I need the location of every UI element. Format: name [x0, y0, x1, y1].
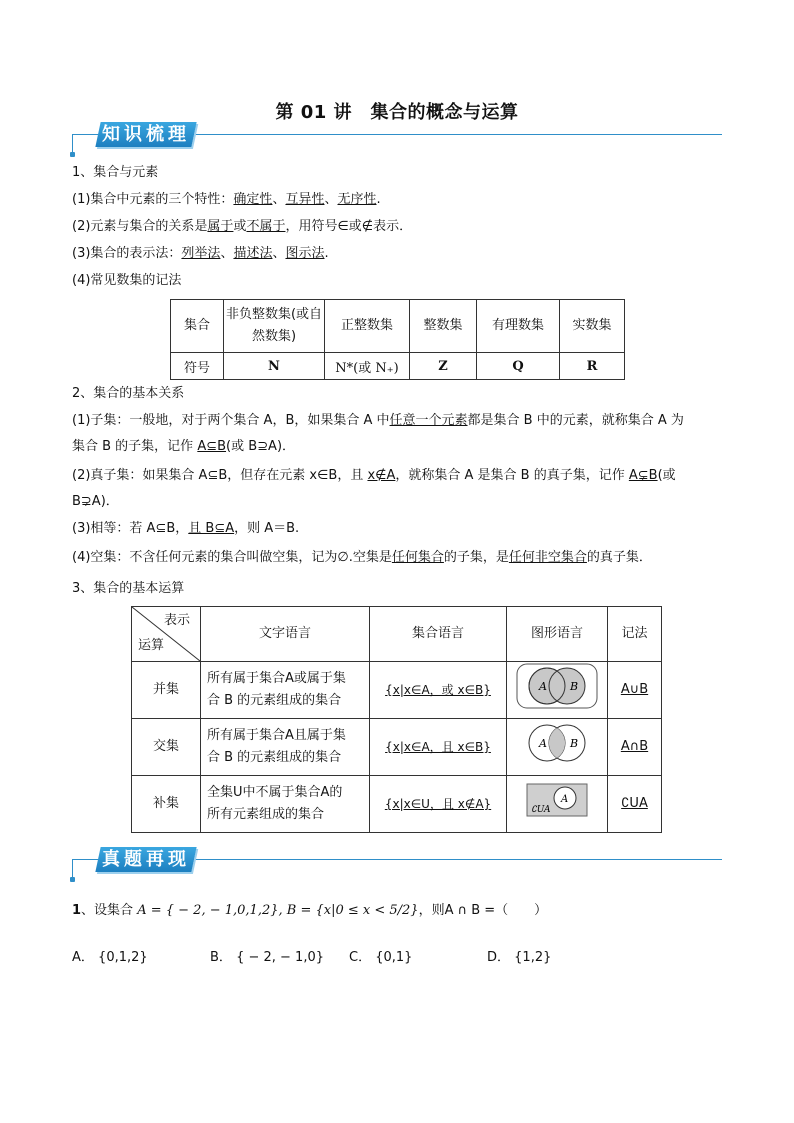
table-header: 图形语言 [507, 607, 608, 662]
banner-label: 知识梳理 [102, 124, 190, 145]
table-cell: 有理数集 [477, 300, 560, 353]
table-cell: 正整数集 [325, 300, 410, 353]
table-header: 文字语言 [201, 607, 370, 662]
svg-text:A: A [539, 737, 547, 750]
table-header: 集合语言 [370, 607, 507, 662]
question-1: 1、设集合 A = { − 2, − 1,0,1,2}, B = {x|0 ≤ x < 5/2}，则A ∩ B =（ ） [72, 903, 548, 918]
option-a[interactable]: A． {0,1,2} [72, 950, 148, 965]
table-cell: Q [477, 353, 560, 380]
option-c[interactable]: C． {0,1} [349, 950, 413, 965]
table-cell: N [224, 353, 325, 380]
paragraph: (3)相等：若 A⊆B，且 B⊆A，则 A＝B. [72, 521, 300, 536]
paragraph: (1)子集：一般地，对于两个集合 A，B，如果集合 A 中任意一个元素都是集合 B 中的元素，就称集合 A 为 [72, 413, 684, 428]
intersection-venn-diagram [507, 719, 608, 776]
set-operations-table [131, 606, 662, 833]
table-cell: 非负整数集(或自然数集) [224, 300, 325, 353]
table-cell: 集合 [171, 300, 224, 353]
paragraph: (2)元素与集合的关系是属于或不属于，用符号∈或∉表示． [72, 219, 413, 234]
svg-text:A: A [539, 680, 547, 693]
table-row: 补集 全集U中不属于集合A的 所有元素组成的集合 {x|x∈U，且 x∉A} A ∁UA ∁UA [132, 776, 662, 833]
option-b[interactable]: B． { − 2, − 1,0} [210, 950, 324, 965]
paragraph: (4)常见数集的记法 [72, 273, 182, 288]
banner-label: 真题再现 [102, 849, 190, 870]
table-cell: 符号 [171, 353, 224, 380]
table-row: 交集 所有属于集合A且属于集 合 B 的元素组成的集合 {x|x∈A，且 x∈B} A B A∩B [132, 719, 662, 776]
table-cell: N*(或 N₊) [325, 353, 410, 380]
section-banner-knowledge [72, 122, 722, 152]
table-cell: Z [410, 353, 477, 380]
paragraph: (3)集合的表示法：列举法、描述法、图示法. [72, 246, 329, 261]
paragraph: (4)空集：不含任何元素的集合叫做空集，记为∅.空集是任何集合的子集，是任何非空集合的真子集． [72, 550, 652, 565]
number-set-table [170, 299, 625, 380]
complement-venn-diagram [507, 776, 608, 833]
table-cell: R [560, 353, 625, 380]
union-venn-diagram [507, 662, 608, 719]
section-heading: 1、集合与元素 [72, 165, 159, 180]
section-banner-real [72, 847, 722, 877]
svg-text:∁UA: ∁UA [531, 805, 551, 815]
option-d[interactable]: D． {1,2} [487, 950, 552, 965]
paragraph: B⊋A)． [72, 494, 119, 509]
section-heading: 2、集合的基本关系 [72, 386, 185, 401]
diagonal-header-cell: 表示 运算 [132, 607, 201, 662]
paragraph: (2)真子集：如果集合 A⊆B，但存在元素 x∈B，且 x∉A，就称集合 A 是集合 B 的真子集，记作 A⊊B(或 [72, 468, 676, 483]
paragraph: (1)集合中元素的三个特性：确定性、互异性、无序性. [72, 192, 381, 207]
svg-text:A: A [561, 794, 569, 805]
section-heading: 3、集合的基本运算 [72, 581, 185, 596]
table-cell: 实数集 [560, 300, 625, 353]
svg-text:B: B [570, 737, 579, 750]
svg-text:B: B [570, 680, 579, 693]
table-cell: 整数集 [410, 300, 477, 353]
table-row: 并集 所有属于集合A或属于集 合 B 的元素组成的集合 {x|x∈A，或 x∈B} A B A∪B [132, 662, 662, 719]
table-header: 记法 [608, 607, 662, 662]
paragraph: 集合 B 的子集，记作 A⊆B(或 B⊇A)． [72, 439, 296, 454]
page-title: 第 01 讲 集合的概念与运算 [275, 102, 519, 123]
